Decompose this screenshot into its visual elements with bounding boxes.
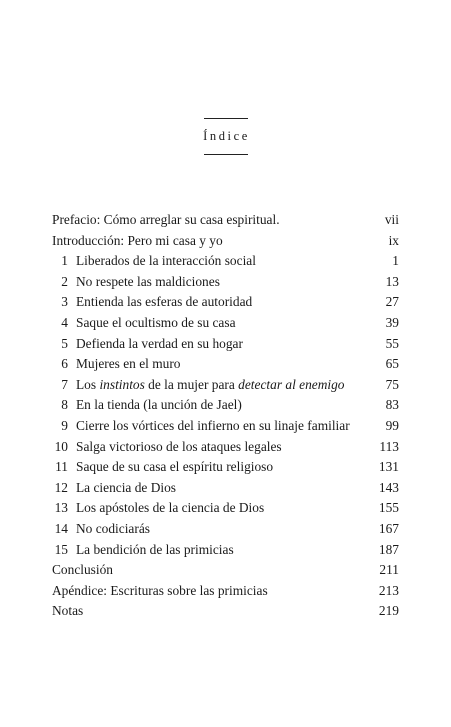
toc-chapter-5 [52, 334, 399, 355]
toc-entry-introduccion [52, 231, 399, 252]
chapter-page: 131 [378, 459, 399, 475]
chapter-title: La ciencia de Dios [76, 479, 177, 495]
toc-entry-conclusion [52, 560, 399, 581]
chapter-number: 11 [55, 459, 68, 475]
toc-chapter-15 [52, 540, 399, 561]
toc-entry-page: 219 [378, 603, 399, 619]
chapter-page: 83 [385, 397, 399, 413]
chapter-title-italic-part: detectar al enemigo [238, 376, 345, 392]
toc-entry-title: Introducción: Pero mi casa y yo [52, 232, 223, 248]
chapter-title: Salga victorioso de los ataques legales [76, 438, 282, 454]
toc-chapter-12 [52, 478, 399, 499]
chapter-title [68, 375, 380, 396]
chapter-page: 13 [385, 273, 399, 289]
chapter-number: 7 [61, 376, 68, 392]
chapter-page: 65 [385, 356, 399, 372]
toc-chapter-3 [52, 292, 399, 313]
chapter-title: Saque de su casa el espíritu religioso [76, 459, 274, 475]
chapter-page: 143 [378, 479, 399, 495]
chapter-number: 4 [61, 314, 68, 330]
chapter-page: 1 [392, 253, 399, 269]
chapter-title: Mujeres en el muro [76, 356, 181, 372]
toc-chapter-7 [52, 375, 399, 396]
toc-chapter-11 [52, 457, 399, 478]
chapter-title-part: Los [76, 376, 100, 392]
toc-chapter-4 [52, 313, 399, 334]
chapter-title: En la tienda (la unción de Jael) [76, 397, 242, 413]
toc-chapter-10 [52, 437, 399, 458]
toc-entry-page: 213 [378, 582, 399, 598]
chapter-title: Los apóstoles de la ciencia de Dios [76, 500, 265, 516]
page-title: Índice [203, 129, 250, 143]
chapter-title: No respete las maldiciones [76, 273, 220, 289]
chapter-title-part: de la mujer para [144, 376, 239, 392]
heading-block [0, 118, 451, 155]
chapter-title-italic-part: instintos [99, 376, 145, 392]
chapter-number: 8 [61, 397, 68, 413]
chapter-title: Saque el ocultismo de su casa [76, 314, 236, 330]
chapter-number: 14 [54, 520, 68, 536]
chapter-page: 167 [378, 520, 399, 536]
toc-chapter-1 [52, 251, 399, 272]
toc-entry-title: Conclusión [52, 562, 114, 578]
toc-chapter-2 [52, 272, 399, 293]
chapter-page: 55 [385, 335, 399, 351]
chapter-page: 113 [379, 438, 399, 454]
table-of-contents [52, 210, 399, 622]
chapter-number: 13 [54, 500, 68, 516]
chapter-title: Entienda las esferas de autoridad [76, 294, 253, 310]
toc-chapter-13 [52, 498, 399, 519]
chapter-number: 9 [61, 417, 68, 433]
toc-entry-title: Notas [52, 603, 84, 619]
chapter-number: 3 [61, 294, 68, 310]
chapter-title: La bendición de las primicias [76, 541, 234, 557]
toc-entry-page: ix [388, 232, 399, 248]
chapter-number: 15 [54, 541, 68, 557]
toc-entry-title: Prefacio: Cómo arreglar su casa espiritual. [52, 212, 280, 227]
chapter-number: 6 [61, 356, 68, 372]
toc-chapter-14 [52, 519, 399, 540]
toc-entry-page: vii [384, 212, 399, 227]
top-rule [204, 118, 248, 119]
toc-entry-title: Apéndice: Escrituras sobre las primicias [52, 582, 268, 598]
toc-entry-page: 211 [379, 562, 399, 578]
chapter-title: No codiciarás [76, 520, 150, 536]
chapter-page: 155 [378, 500, 399, 516]
chapter-page: 99 [385, 417, 399, 433]
toc-entry-apendice [52, 581, 399, 602]
chapter-page: 39 [385, 314, 399, 330]
chapter-number: 1 [61, 253, 68, 269]
toc-chapter-8 [52, 395, 399, 416]
chapter-page: 27 [385, 294, 399, 310]
chapter-page: 75 [385, 376, 399, 392]
chapter-number: 5 [61, 335, 68, 351]
toc-entry-prefacio [52, 210, 399, 231]
toc-chapter-9 [52, 416, 399, 437]
toc-chapter-6 [52, 354, 399, 375]
toc-entry-notas [52, 601, 399, 622]
chapter-title: Cierre los vórtices del infierno en su linaje familiar [76, 417, 350, 433]
bottom-rule [204, 154, 248, 155]
chapter-number: 10 [54, 438, 68, 454]
chapter-title: Liberados de la interacción social [76, 253, 256, 269]
chapter-page: 187 [378, 541, 399, 557]
chapter-number: 2 [61, 273, 68, 289]
chapter-title: Defienda la verdad en su hogar [76, 335, 243, 351]
chapter-number: 12 [54, 479, 68, 495]
